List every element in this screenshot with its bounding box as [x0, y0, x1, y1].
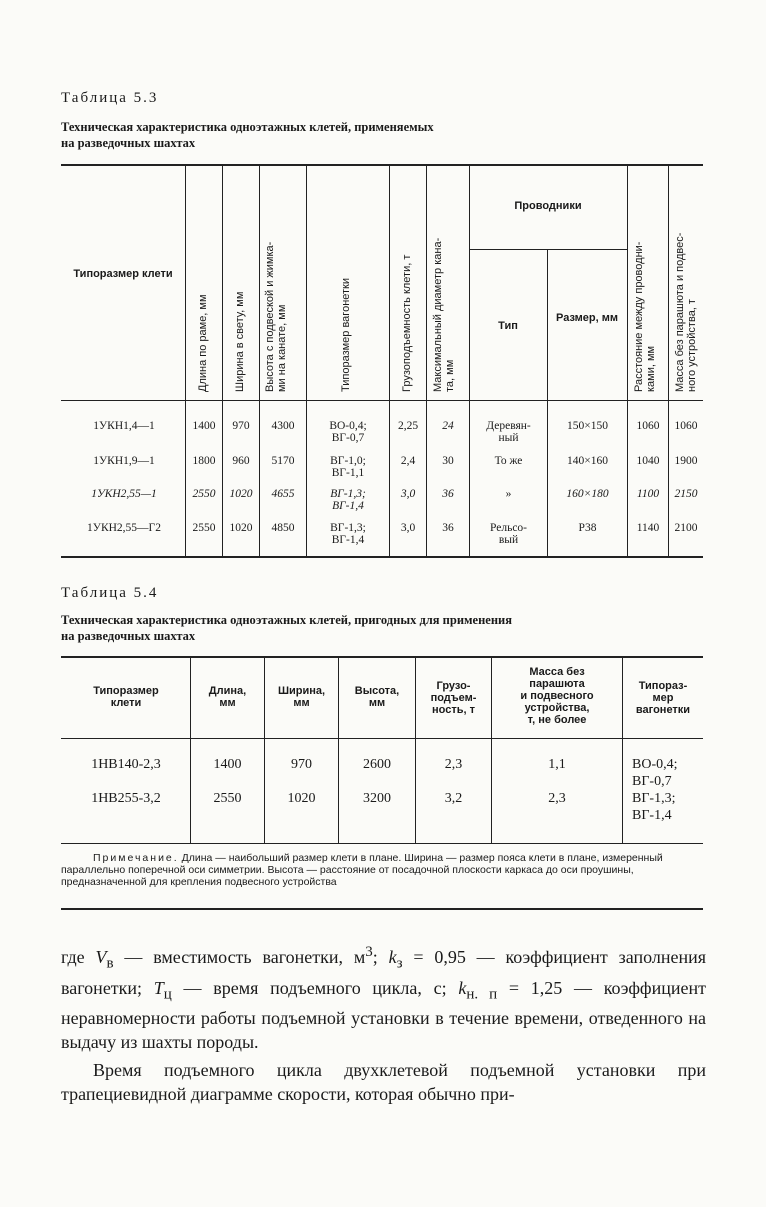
- cell-length: 2550: [213, 791, 242, 806]
- cell-height: 4655: [271, 488, 295, 500]
- header-capacity: Грузо- подъем- ность, т: [430, 680, 477, 716]
- cell-wagon: ВГ-1,3; ВГ-1,4: [632, 791, 676, 823]
- table-rule: [61, 164, 703, 166]
- header-guide-type: Тип: [498, 320, 518, 332]
- header-width: Ширина в свету, мм: [234, 291, 246, 392]
- header-guide-distance: Расстояние между проводни- ками, мм: [633, 241, 657, 392]
- cell-guide-size: 150×150: [567, 420, 608, 432]
- header-length: Длина по раме, мм: [197, 294, 209, 392]
- header-height: Высота с подвеской и жимка- ми на канате, мм: [264, 241, 288, 392]
- body-text: [61, 940, 706, 1106]
- cell-guide-type: Деревян- ный: [486, 420, 531, 444]
- cell-type: 1УКН2,55—1: [91, 488, 157, 500]
- cell-capacity: 2,25: [397, 420, 419, 432]
- cell-rope: 30: [442, 455, 454, 467]
- header-wagon-type: Типоразмер вагонетки: [340, 277, 352, 392]
- cell-guide-size: Р38: [578, 522, 597, 534]
- table-note: [61, 852, 703, 888]
- cell-width: 1020: [287, 791, 316, 806]
- header-mass: Масса без парашюта и подвес- ного устройства, т: [674, 232, 698, 392]
- cell-distance: 1060: [636, 420, 660, 432]
- cell-rope: 36: [442, 488, 454, 500]
- cell-capacity: 3,0: [400, 522, 416, 534]
- cell-capacity: 2,3: [444, 757, 463, 772]
- cell-guide-size: 160×180: [566, 488, 609, 500]
- cell-height: 2600: [363, 757, 391, 772]
- cell-capacity: 3,0: [400, 488, 416, 500]
- cell-height: 3200: [363, 791, 391, 806]
- table-5-3-caption: Таблица 5.3: [61, 90, 159, 106]
- cell-distance: 1140: [636, 522, 660, 534]
- cell-type: 1УКН1,9—1: [93, 455, 155, 467]
- header-mass: Масса без парашюта и подвесного устройства, т, не более: [520, 666, 594, 726]
- cell-capacity: 3,2: [444, 791, 463, 806]
- table-rule: [61, 556, 703, 558]
- cell-distance: 1100: [636, 488, 660, 500]
- table-rule: [61, 400, 703, 401]
- cell-guide-type: То же: [494, 455, 523, 467]
- paragraph: где $V_в$ — вместимость вагонетки, $м^3$; $k_з = 0,95$ — коэффициент заполнения вагонетки; $T_ц$ — время подъемного цикла, с; $k_{н. п} = 1,25$ — коэффициент неравномерности работы подъемной установки в течение времени, отведенного на выдачу из шахты породы.: [61, 944, 706, 1053]
- cell-guide-type: »: [505, 488, 512, 500]
- header-wagon-type: Типораз- мер вагонетки: [635, 680, 691, 716]
- cell-mass: 1060: [674, 420, 698, 432]
- table-rule: [61, 656, 703, 658]
- table-rule: [61, 908, 703, 910]
- table-rule: [469, 249, 627, 250]
- cell-width: 970: [291, 757, 312, 772]
- cell-length: 2550: [192, 488, 216, 500]
- cell-mass: 2100: [674, 522, 698, 534]
- cell-mass: 1900: [674, 455, 698, 467]
- note-text: Длина — наибольший размер клети в плане. Ширина — размер пояса клети в плане, измеренный параллельно поперечной оси симметрии. Высота — расстояние от посадочной плоскости каркаса до оси проушины, предназначенной для крепления подвесного устройства: [61, 852, 663, 888]
- cell-width: 1020: [229, 488, 253, 500]
- column-rule: [547, 250, 548, 556]
- cell-length: 2550: [192, 522, 216, 534]
- cell-wagon: ВГ-1,3; ВГ-1,4: [330, 522, 366, 546]
- header-height: Высота, мм: [354, 685, 400, 709]
- header-guide-size: Размер, мм: [556, 312, 618, 324]
- cell-length: 1400: [213, 757, 242, 772]
- cell-width: 960: [232, 455, 250, 467]
- cell-wagon: ВГ-1,3; ВГ-1,4: [330, 488, 366, 512]
- cell-guide-size: 140×160: [567, 455, 608, 467]
- cell-capacity: 2,4: [400, 455, 416, 467]
- cell-type: 1УКН1,4—1: [93, 420, 155, 432]
- cell-type: 1УКН2,55—Г2: [87, 522, 161, 534]
- cell-length: 1400: [192, 420, 216, 432]
- header-capacity: Грузоподъемность клети, т: [401, 254, 413, 392]
- cell-distance: 1040: [636, 455, 660, 467]
- cell-height: 5170: [271, 455, 295, 467]
- table-5-4-title: Техническая характеристика одноэтажных клетей, пригодных для применения на разведочных шахтах: [61, 613, 513, 643]
- header-width: Ширина, мм: [277, 685, 326, 709]
- cell-height: 4850: [271, 522, 295, 534]
- table-rule: [61, 843, 703, 844]
- table-5-4-caption: Таблица 5.4: [61, 585, 159, 601]
- header-length: Длина, мм: [208, 685, 247, 709]
- cell-rope: 24: [442, 420, 454, 432]
- cell-rope: 36: [442, 522, 454, 534]
- header-cage-type: Типоразмер клети: [73, 268, 173, 280]
- cell-wagon: ВО-0,4; ВГ-0,7: [329, 420, 367, 444]
- table-5-3-title: Техническая характеристика одноэтажных клетей, применяемых на разведочных шахтах: [61, 120, 434, 150]
- cell-type: 1НВ140-2,3: [91, 757, 161, 772]
- cell-type: 1НВ255-3,2: [91, 791, 161, 806]
- table-rule: [61, 738, 703, 739]
- cell-height: 4300: [271, 420, 295, 432]
- header-cage-type: Типоразмер клети: [93, 685, 159, 709]
- cell-wagon: ВО-0,4; ВГ-0,7: [632, 757, 678, 789]
- cell-mass: 1,1: [548, 757, 566, 772]
- cell-guide-type: Рельсо- вый: [489, 522, 527, 546]
- cell-mass: 2150: [674, 488, 698, 500]
- header-rope-diameter: Максимальный диаметр кана- та, мм: [432, 237, 456, 392]
- cell-wagon: ВГ-1,0; ВГ-1,1: [330, 455, 366, 479]
- paragraph: Время подъемного цикла двухклетевой подъемной установки при трапециевидной диаграмме скорости, которая обычно при-: [61, 1060, 706, 1105]
- cell-width: 970: [232, 420, 250, 432]
- note-label: Примечание.: [93, 852, 179, 864]
- cell-mass: 2,3: [548, 791, 566, 806]
- cell-width: 1020: [229, 522, 253, 534]
- cell-length: 1800: [192, 455, 216, 467]
- header-guides: Проводники: [514, 200, 582, 212]
